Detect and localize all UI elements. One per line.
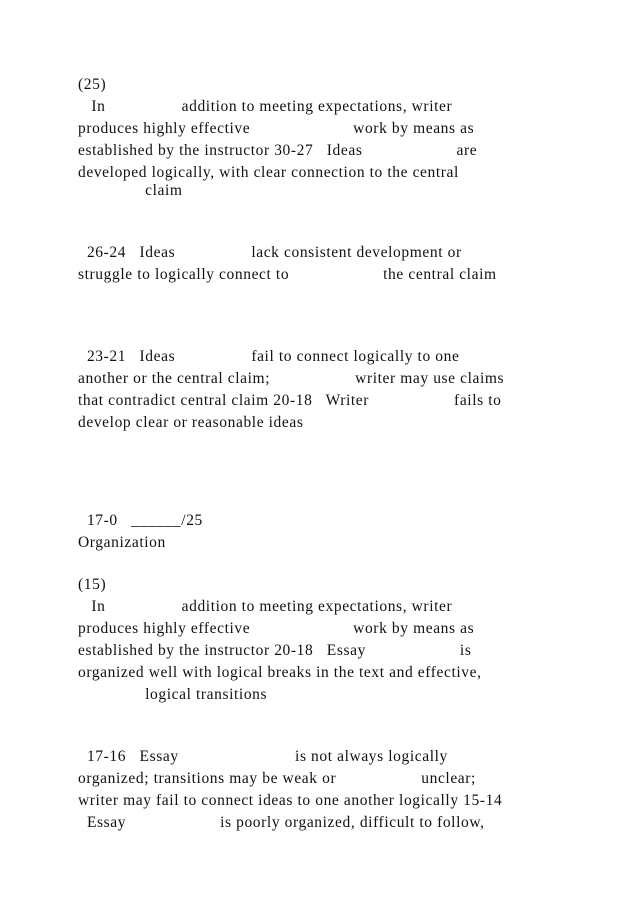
text-line: Essay is poorly organized, difficult to follow, (78, 814, 485, 831)
text-line: In addition to meeting expectations, writer (78, 598, 453, 615)
text-line: organized well with logical breaks in the text and effective, (78, 664, 482, 681)
text-line: logical transitions (78, 686, 268, 703)
text-line: 23-21 Ideas fail to connect logically to one (78, 348, 460, 365)
text-line: developed logically, with clear connection to the central (78, 164, 459, 181)
text-line: established by the instructor 30-27 Ideas are (78, 142, 478, 159)
text-line: claim (78, 182, 183, 199)
text-line: struggle to logically connect to the central claim (78, 266, 497, 283)
text-line: (15) (78, 576, 107, 593)
text-line: (25) (78, 76, 107, 93)
text-line: 17-16 Essay is not always logically (78, 748, 448, 765)
section-heading-organization: Organization (78, 534, 166, 551)
text-line: established by the instructor 20-18 Essay is (78, 642, 472, 659)
text-line: In addition to meeting expectations, writer (78, 98, 453, 115)
text-line: produces highly effective work by means as (78, 120, 475, 137)
text-line: organized; transitions may be weak or unclear; (78, 770, 476, 787)
text-line: produces highly effective work by means as (78, 620, 475, 637)
text-line: writer may fail to connect ideas to one another logically 15-14 (78, 792, 503, 809)
text-line: 26-24 Ideas lack consistent development or (78, 244, 462, 261)
text-line: that contradict central claim 20-18 Writer fails to (78, 392, 502, 409)
text-line: 17-0 ______/25 (78, 512, 203, 529)
text-line: develop clear or reasonable ideas (78, 414, 304, 431)
text-line: another or the central claim; writer may use claims (78, 370, 505, 387)
